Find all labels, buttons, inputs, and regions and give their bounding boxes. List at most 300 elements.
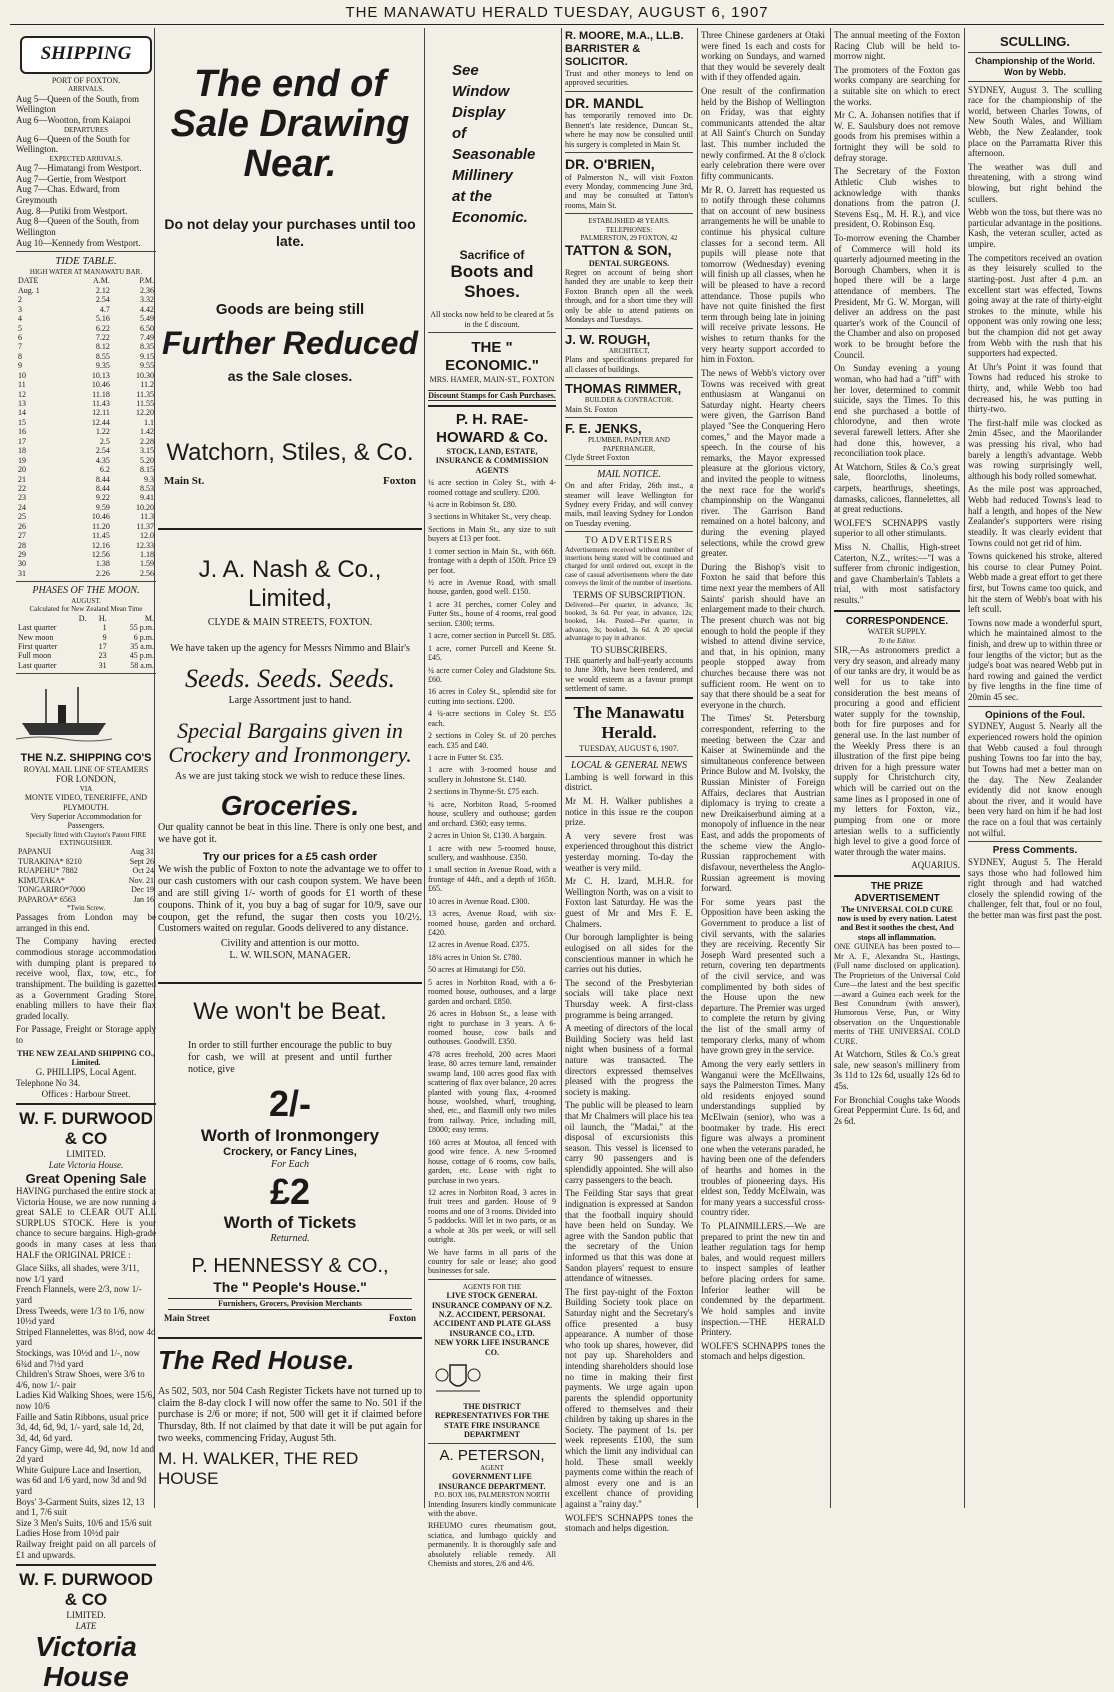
tide-row bbox=[16, 314, 156, 323]
tide-row bbox=[16, 531, 156, 540]
property-listing: 1 corner section in Main St., with 66ft. frontage with a depth of 150ft. Price £9 per foot. bbox=[428, 546, 556, 575]
tide-row bbox=[16, 427, 156, 436]
tide-cell: 29 bbox=[18, 550, 26, 560]
tide-cell: 8.44 bbox=[95, 474, 110, 484]
card-tel-line: PALMERSTON, 29 FOXTON, 42 bbox=[580, 233, 678, 242]
tide-cell: 12.44 bbox=[91, 417, 110, 427]
redhouse-title: The Red House. bbox=[158, 1345, 355, 1376]
property-listing: 2 sections in Thynne-St. £75 each. bbox=[428, 787, 539, 797]
property-listing: 12 acres in Avenue Road. £375. bbox=[428, 940, 530, 950]
property-listing: 160 acres at Moutoa, all fenced with good wire fence. A new 5-roomed house, cottage of 6 rooms, cow bails, garden, etc. Lease with right to purchase in two years. bbox=[428, 1137, 556, 1185]
list-item: Aug 8—Queen of the South, from Wellington bbox=[16, 216, 139, 237]
property-listing: ¼ acre section in Coley St., with 4-roomed cottage and scullery. £200. bbox=[428, 478, 556, 497]
tide-cell: 5.49 bbox=[140, 314, 154, 324]
news-column-3 bbox=[834, 30, 960, 606]
sale-item: Glace Silks, all shades, were 3/11, now 1/1 yard bbox=[16, 1263, 140, 1284]
tide-table bbox=[16, 276, 156, 578]
tide-cell: 11.45 bbox=[92, 531, 110, 541]
news-paragraph: For some years past the Opposition have been asking the Government to produce a list of civil servants, with the salaries they are receiving. Recently Sir Joseph Ward presented such a return, covering ten departments of the civil service, and was complimented by both sides of the House upon the new departure. The Premier was urged to complete the return by giving the list of the small army of temporary clerks, many of whom have grown grey in the service. bbox=[701, 896, 825, 1056]
hennessy-tickets: Worth of Tickets bbox=[223, 1213, 357, 1233]
nzsc-twin: *Twin Screw. bbox=[66, 904, 106, 912]
tide-cell: 12.33 bbox=[136, 540, 154, 550]
tide-cell: 16 bbox=[18, 427, 26, 437]
nash-agency: We have taken up the agency for Messrs Nimmo and Blair's bbox=[170, 642, 410, 654]
livestock-co1: LIVE STOCK GENERAL INSURANCE COMPANY OF N.Z. bbox=[431, 1291, 553, 1310]
raehoward-name: P. H. RAE-HOWARD & Co. bbox=[436, 411, 548, 447]
card-tatton-sub: DENTAL SURGEONS. bbox=[588, 258, 670, 268]
economic-sacrifice: Sacrifice of bbox=[459, 248, 525, 262]
tide-cell: 12.56 bbox=[91, 550, 110, 560]
nzsc-freight: For Passage, Freight or Storage apply to bbox=[16, 1024, 156, 1045]
moon-cell: First quarter bbox=[18, 641, 58, 651]
ship-name: PAPAROA* 6563 bbox=[18, 894, 76, 904]
govlife-rheumo: RHEUMO cures rheumatism gout, sciatica, and lumbago quickly and permanently. It is thoroughly safe and absolutely reliable remedy. All Chemists and stores, 2/6 and 4/6. bbox=[428, 1521, 556, 1569]
list-item: Aug. 8—Putiki from Westport. bbox=[16, 205, 128, 216]
moon-cell: 45 p.m. bbox=[129, 651, 154, 661]
nzsc-office: Offices : Harbour Street. bbox=[41, 1088, 131, 1099]
list-item: Aug 7—Himatangi from Westport. bbox=[16, 163, 142, 174]
hennessy-returned: Returned. bbox=[270, 1233, 310, 1245]
nzsc-sub2: FOR LONDON, bbox=[55, 774, 116, 785]
property-listing: 3 sections in Whitaker St., very cheap. bbox=[428, 512, 552, 522]
tide-cell: 10.20 bbox=[136, 502, 154, 512]
ship-date: Aug 31 bbox=[130, 847, 154, 857]
tide-cell: 11.37 bbox=[136, 521, 154, 531]
nash-assort: Large Assortment just to hand. bbox=[228, 695, 352, 707]
showcase-line: Millinery bbox=[452, 167, 513, 184]
tide-cell: 6.2 bbox=[99, 465, 110, 475]
sale-item: Boys' 3-Garment Suits, sizes 12, 13 and 1, 7/6 suit bbox=[16, 1496, 145, 1518]
tide-cell: 2.12 bbox=[95, 285, 110, 295]
tide-cell: 9.3 bbox=[144, 474, 154, 484]
property-listing: 12 acres in Norbiton Road, 3 acres in fruit trees and garden. House of 9 rooms and one of 3 rooms. Divided into 5 paddocks. Will let in two parts, or as a whole at 30s per week, or will sell outright. bbox=[428, 1187, 556, 1245]
news-paragraph: The news of Webb's victory over Towns was received with great enthusiasm at Wanganui on Saturday night. Hearty cheers were given, the Garrison Band played "See the Conquering Hero comes," and the Mayor made a speech. In the course of his remarks, the Mayor expressed pleasure at the glorious victory, and invited the people to witness the next race for the world's championship on the Wanganui river. The Garrison Band remained on a hotel balcony, and during the evening played selections, while the crowd grew greater. bbox=[701, 367, 825, 559]
nash-manager: L. W. WILSON, MANAGER. bbox=[229, 949, 351, 961]
ship-row bbox=[16, 895, 156, 904]
durwood-sale: Great Opening Sale bbox=[25, 1170, 147, 1186]
card-established: ESTABLISHED 48 YEARS. bbox=[588, 217, 670, 226]
tide-cell: 24 bbox=[18, 502, 26, 512]
moon-note: Calculated for New Zealand Mean Time bbox=[29, 605, 143, 614]
tide-cell: 8.15 bbox=[140, 465, 154, 475]
govlife-body: Intending Insurers kindly communicate with the above. bbox=[428, 1499, 556, 1519]
prize-body: ONE GUINEA has been posted to—Mr A. F., Alexandra St., Hastings, (Full name disclosed on application). The Proprietors of the Universal Cold Cure—the latest and the best specific—award a Guinea each week for the Best Conundrum (with answer), Humorous Verse, Pun, or Witty observation on the Unquestionable merits of THE UNIVERSAL COLD CURE. bbox=[834, 942, 960, 1046]
tide-cell: 9.41 bbox=[140, 493, 154, 503]
sport-paragraph: SYDNEY, August 3. The sculling race for the championship of the world, between Charles Towns, of New South Wales, and William Webb, the New Zealander, took place on the Parramatta River this afternoon. bbox=[968, 84, 1102, 159]
ship-date: Jan 16 bbox=[133, 894, 154, 904]
tide-cell: 14 bbox=[18, 408, 26, 418]
column-news-3 bbox=[830, 28, 964, 1508]
tide-row bbox=[16, 380, 156, 389]
tide-row bbox=[16, 333, 156, 342]
sport-paragraph: At Uhr's Point it was found that Towns had reduced his stroke to thirty, and, while Webb too had decreased his, he was putting in thirty-two. bbox=[968, 361, 1102, 415]
sport-body bbox=[968, 85, 1102, 703]
correspondence-body: SIR,—As astronomers predict a very dry season, and already many of our tanks are dry, it would be as well for us to take into consideration the best means of procuring a good and efficient water supply for the township, both for fire purposes and for general use. In the last number of the Weekly Press there is an illustration of the first pipe being driven for a high pressure water supply for Christchurch city, which will be carried out on the same lines as I proposed in one of my letters for Foxton, viz., pumping from one or more artesian wells to a sufficiently high level to give a good force of water through the water mains. bbox=[834, 645, 960, 857]
news-paragraph: The Secretary of the Foxton Athletic Club wishes to acknowledge with thanks donations from the patron (J. Stevens Esq., M. H. R.), and vice president, O. Robinson Esq. bbox=[834, 166, 960, 230]
subscribers-heading: TO SUBSCRIBERS. bbox=[590, 645, 668, 656]
tide-cell: 9.59 bbox=[95, 502, 110, 512]
property-listing: 4 ¼-acre sections in Coley St. £55 each. bbox=[428, 709, 556, 728]
moon-cell: 58 a.m. bbox=[130, 660, 154, 670]
economic-showcase bbox=[452, 60, 556, 228]
moon-cell: 55 p.m. bbox=[129, 623, 154, 633]
property-listing: 478 acres freehold, 200 acres Maori lease, 80 acres ternure land, remainder swamp land, 100 acres good flax with scattering of flax over balance, 20 acres planted with young flax, 4-roomed house, woolshed, wharf, troughing, shed, etc., and flaxmill only two miles from railway. Price, including mill, £8000; easy terms. bbox=[428, 1049, 556, 1135]
moon-header-row bbox=[16, 614, 156, 623]
govlife-po: P.O. BOX 186, PALMERSTON NORTH bbox=[434, 1491, 550, 1500]
list-item: Aug 7—Gertie, from Westport bbox=[16, 173, 127, 184]
herald-date: TUESDAY, AUGUST 6, 1907. bbox=[579, 743, 679, 753]
ship-name: TONGARIRO*7000 bbox=[18, 885, 85, 895]
tide-cell: 17 bbox=[18, 436, 26, 446]
card-rough: J. W. ROUGH, bbox=[565, 331, 651, 347]
news-paragraph: Among the very early settlers in Wanganui were the McEllwains, says the Palmerston Times. Many old residents enjoyed sound understandings supplied by McElwain (senior), who was a bootmaker by trade. His erect figure was always a prominent one when the veterans paraded, he having been one of the defenders of hearths and homes in the troubles of pioneering days. His eldest son, Teddy McElwain, was for many years a successful cross-country rider. bbox=[701, 1058, 825, 1218]
nzsc-agent: G. PHILLIPS, Local Agent. bbox=[35, 1067, 137, 1078]
tide-cell: 12.0 bbox=[140, 531, 154, 541]
press-heading: Press Comments. bbox=[992, 845, 1078, 857]
sport-paragraph: Towns quickened his stroke, altered his course to clear Putney Point. Webb made a great effort to get there first, but Towns came too quick, and hit the stern of Webb's boat with his left scull. bbox=[968, 551, 1102, 615]
tide-header-cell: P.M. bbox=[139, 276, 154, 286]
opinions-heading: Opinions of the Foul. bbox=[985, 709, 1085, 721]
tide-cell: 11.20 bbox=[92, 521, 110, 531]
tide-cell: 18 bbox=[18, 446, 26, 456]
tide-cell: 6 bbox=[18, 332, 22, 342]
tide-cell: 22 bbox=[18, 483, 26, 493]
tide-cell: 27 bbox=[18, 531, 26, 541]
tide-header-cell: A.M. bbox=[92, 276, 110, 286]
showcase-line: of bbox=[452, 125, 467, 142]
news-paragraph: WOLFE'S SCHNAPPS tones the stomach and helps digestion. bbox=[701, 1340, 825, 1362]
hennessy-two: 2/- bbox=[268, 1083, 311, 1125]
news-paragraph: The Times' St. Petersburg correspondent, referring to the meeting between the Czar and Kaiser at Swinemünde and the simultaneous conference between Prince Bulow and M. Ivolsky, the Russian Minister of Foreign Affairs, declares that Austrian diplomacy is trying to create a new Dreikaiserbund aiming at a monopoly of influence in the near East, and adds the propoments of the scheme view the Anglo-Russian rapprochement with disfavour, nevertheless the Anglo-Russian agreement is moving forward. bbox=[701, 713, 825, 894]
tide-cell: 9.35 bbox=[95, 361, 110, 371]
advertisers-heading: TO ADVERTISERS bbox=[584, 535, 674, 546]
port-heading: PORT OF FOXTON. bbox=[51, 76, 121, 85]
moon-cell: Last quarter bbox=[18, 660, 57, 670]
hennessy-worth: Worth of Ironmongery bbox=[200, 1125, 380, 1145]
sport-paragraph: As the mile post was approached, Webb had reduced Towns's lead to half a length, and hopes of the New Zealander's supporters were rising steadily. It was clearly evident that Towns could not get rid of him. bbox=[968, 484, 1102, 548]
tide-row bbox=[16, 475, 156, 484]
sale-item: White Guipure Lace and Insertion, was 6d and 1/6 yard, now 3d and 9d yard bbox=[16, 1464, 147, 1496]
tide-cell: 28 bbox=[18, 540, 26, 550]
correspondence-signature: AQUARIUS. bbox=[911, 860, 960, 871]
tide-row bbox=[16, 503, 156, 512]
tide-cell: 1.59 bbox=[140, 559, 154, 569]
tide-row bbox=[16, 456, 156, 465]
hennessy-pound: £2 bbox=[269, 1170, 311, 1212]
watchorn-closes: as the Sale closes. bbox=[227, 368, 353, 385]
redhouse-body: As 502, 503, nor 504 Cash Register Tickets have not turned up to claim the 8-day clock I will now offer the same to No. 501 if the purchase is 2/6 or more; if not, 500 will get it if claimed before Thursday, 8th. If not claimed by that date it will be put again for two weeks, commencing Friday, August 5th. bbox=[158, 1385, 422, 1445]
tide-cell: 6.50 bbox=[140, 323, 154, 333]
hennessy-title: We won't be Beat. bbox=[193, 997, 387, 1025]
nzsc-body: The Company having erected commodious storage accommodation with dumping plant is prepared to receive wool, flax, tow, etc., for transhipment. The building is gazetted as a Government Grading Store, enabling millers to have their flax graded locally. bbox=[16, 936, 156, 1021]
tide-row bbox=[16, 295, 156, 304]
tide-subtitle: HIGH WATER AT MANAWATU BAR. bbox=[29, 268, 143, 277]
property-listing: 13 acres, Avenue Road, with six-roomed house, garden and orchard. £420. bbox=[428, 909, 556, 937]
ship-row bbox=[16, 857, 156, 866]
news-paragraph: A very severe frost was experienced throughout this district yesterday morning. To-day the weather is very mild. bbox=[565, 830, 693, 873]
news-paragraph: WOLFE'S SCHNAPPS vastly superior to all other stimulants. bbox=[834, 517, 960, 539]
news-paragraph: The second of the Presbyterian socials will take place next Thursday week. A first-class programme is being arranged. bbox=[565, 977, 693, 1020]
tide-row bbox=[16, 569, 156, 578]
tide-cell: 10.30 bbox=[136, 370, 154, 380]
tide-cell: 9.22 bbox=[95, 493, 110, 503]
raehoward-sub: STOCK, LAND, ESTATE, INSURANCE & COMMISSION AGENTS bbox=[435, 446, 549, 475]
terms-body: Delivered—Per quarter, in advance, 3s; booked, 3s 6d. Per year, in advance, 12s; booked, 14s. Posted—Per quarter, in advance, 3s; booked, 3s 6d. A 20 special advantage to pay in advance. bbox=[565, 600, 693, 642]
watchorn-note: At Watchorn, Stiles & Co.'s great sale, new season's millinery from 3s 11d to 12s 6d, usually 12s 6d to 45s. bbox=[834, 1049, 960, 1091]
sale-item: Children's Straw Shoes, were 3/6 to 4/6, now 1/- pair bbox=[16, 1369, 145, 1390]
tide-cell: 8.35 bbox=[140, 342, 154, 352]
watchorn-town: Foxton bbox=[383, 475, 416, 488]
tide-row bbox=[16, 550, 156, 559]
tide-cell: 23 bbox=[18, 493, 26, 503]
nzsc-fitted: Specially fitted with Clayton's Patent FIRE EXTINGUISHER. bbox=[25, 830, 147, 848]
sport-sub: Championship of the World. bbox=[975, 56, 1095, 67]
tide-cell: Aug. 1 bbox=[18, 285, 40, 295]
expected-list bbox=[16, 163, 156, 248]
tide-row bbox=[16, 324, 156, 333]
prize-sub: The UNIVERSAL COLD CURE now is used by every nation. Latest and Best it soothes the chest, And stops all inflammation. bbox=[837, 904, 957, 942]
nzsc-phone: Telephone No 34. bbox=[16, 1078, 81, 1089]
tide-cell: 12.20 bbox=[136, 408, 154, 418]
sale-item: Size 3 Men's Suits, 10/6 and 15/6 suit bbox=[16, 1517, 152, 1528]
moon-table bbox=[16, 614, 156, 671]
tide-row bbox=[16, 437, 156, 446]
tide-row bbox=[16, 371, 156, 380]
tide-cell: 7.49 bbox=[140, 332, 154, 342]
tide-cell: 25 bbox=[18, 512, 26, 522]
property-listing: 1 acre in Futter St. £35. bbox=[428, 753, 504, 762]
column-shipping bbox=[12, 28, 160, 1692]
nash-name: J. A. Nash & Co., Limited, bbox=[198, 556, 382, 612]
durwood-rail: Railway freight paid on all parcels of £1 and upwards. bbox=[16, 1539, 156, 1560]
moon-cell: 1 bbox=[102, 623, 107, 633]
column-ads bbox=[154, 28, 426, 1508]
tide-cell: 11.35 bbox=[136, 389, 154, 399]
card-jenks-addr: Clyde Street Foxton bbox=[565, 452, 630, 462]
news-paragraph: At Watchorn, Stiles & Co.'s great sale, floorcloths, linoleums, carpets, hearthrugs, sheetings, damasks, calicoes, flannelettes, all at great reductions. bbox=[834, 461, 960, 515]
press-paragraph: SYDNEY, August 5. The Herald says those who had followed him right through and had watched closely the splendid rowing of the challenger, felt that, foul or no foul, the better man was first past the post. bbox=[968, 856, 1102, 921]
tide-cell: 4.7 bbox=[99, 304, 110, 314]
moon-cell: 17 bbox=[98, 641, 107, 651]
tide-cell: 12.16 bbox=[91, 540, 110, 550]
nzsc-ports: MONTE VIDEO, TENERIFFE, AND PLYMOUTH. bbox=[24, 793, 148, 812]
moon-header-cell: M. bbox=[144, 613, 154, 623]
tide-row bbox=[16, 399, 156, 408]
tide-cell: 4.42 bbox=[140, 304, 154, 314]
hennessy-each: For Each bbox=[270, 1158, 310, 1170]
tide-cell: 3.32 bbox=[140, 295, 154, 305]
ship-row bbox=[16, 885, 156, 894]
tide-row bbox=[16, 408, 156, 417]
tide-cell: 1.38 bbox=[95, 559, 110, 569]
moon-cell: 23 bbox=[98, 651, 107, 661]
sale-item: Dress Tweeds, were 1/3 to 1/6, now 10½d yard bbox=[16, 1305, 145, 1327]
tide-cell: 11.55 bbox=[136, 399, 154, 409]
sport-paragraph: Towns now made a wonderful spurt, which he maintained almost to the finish, and drew up to within three or four lengths of the victor; but as the judge's boat was neared Webb put in hard rowing and gained the verdict by five lengths in the fine time of 20min 45 sec. bbox=[968, 617, 1102, 703]
tide-cell: 26 bbox=[18, 521, 26, 531]
govlife-dept: GOVERNMENT LIFE INSURANCE DEPARTMENT. bbox=[438, 1472, 546, 1491]
card-rimmer: THOMAS RIMMER, bbox=[565, 381, 682, 397]
watchorn-further: Further Reduced bbox=[161, 324, 419, 361]
news-paragraph: Three Chinese gardeners at Otaki were fined 1s each and costs for working on Sundays, and warned that they would be severely dealt with if they offended again. bbox=[701, 30, 825, 83]
sale-item: French Flannels, were 2/3, now 1/- yard bbox=[16, 1284, 142, 1305]
nash-stock: As we are just taking stock we wish to reduce these lines. bbox=[175, 770, 405, 782]
ship-name: KIMUTAKA* bbox=[18, 875, 65, 885]
moon-cell: New moon bbox=[18, 632, 54, 642]
showcase-line: at the bbox=[452, 188, 493, 205]
property-listing: We have farms in all parts of the country for sale or lease; also good businesses for sale. bbox=[428, 1247, 556, 1276]
durwood-items bbox=[16, 1263, 156, 1539]
tide-row bbox=[16, 342, 156, 351]
raehoward-listings bbox=[428, 478, 556, 1276]
sport-paragraph: The weather was dull and threatening, with a strong wind blowing, but right behind the scullers. bbox=[968, 161, 1102, 204]
nzsc-sub1: ROYAL MAIL LINE OF STEAMERS bbox=[23, 764, 149, 774]
sale-item: Faille and Satin Ribbons, usual price 3d, 4d, 6d, 9d, 1/- yard, sale 1d, 2d, 3d, 4d, 6d yard. bbox=[16, 1411, 149, 1443]
tide-cell: 1.42 bbox=[140, 427, 154, 437]
sport-won: Won by Webb. bbox=[1004, 66, 1066, 77]
correspondence-to: To the Editor. bbox=[878, 636, 916, 645]
press-body bbox=[968, 857, 1102, 921]
property-listing: 2 sections in Coley St. of 20 perches each. £35 and £40. bbox=[428, 731, 556, 750]
tide-cell: 10.13 bbox=[91, 370, 110, 380]
tide-cell: 8.53 bbox=[140, 483, 154, 493]
correspondence-heading: CORRESPONDENCE. bbox=[845, 615, 949, 627]
nash-groceries: Groceries. bbox=[220, 789, 360, 821]
watchorn-goods: Goods are being still bbox=[215, 301, 365, 319]
departures-heading: DEPARTURES bbox=[63, 125, 109, 134]
sale-item: Striped Flannelettes, was 8½d, now 4d yard bbox=[16, 1326, 156, 1348]
nash-addr: CLYDE & MAIN STREETS, FOXTON. bbox=[207, 616, 373, 628]
nzsc-title: THE N.Z. SHIPPING CO'S bbox=[20, 751, 152, 764]
tide-cell: 8 bbox=[18, 351, 22, 361]
news-paragraph: Mr C. H. Izard, M.H.R. for Wellington North, was on a visit to Foxton last Saturday. He was the guest of Mr and Mrs F. E. Chalmers. bbox=[565, 876, 693, 929]
nash-civility: Civility and attention is our motto. bbox=[220, 938, 360, 950]
news-paragraph: To-morrow evening the Chamber of Commerce will hold its quarterly adjourned meeting in the Borough Chambers, when it is hoped there will be a large attendance of members. The President, Mr G. W. Morgan, will deliver an address on the past quarter's work of the Council of the Chamber and also on proposed work to be brought before the Council. bbox=[834, 232, 960, 360]
sport-paragraph: The first-half mile was clocked as 2min 45sec, and the Maorilander was pressing his rival, who had barely a length's advantage. Webb was rowing surprisingly well, although his body rolled somewhat. bbox=[968, 417, 1102, 481]
tide-row bbox=[16, 522, 156, 531]
property-listing: 2 acres in Union St. £130. A bargain. bbox=[428, 831, 547, 841]
prize-heading: THE PRIZE ADVERTISEMENT bbox=[854, 880, 940, 904]
moon-row bbox=[16, 651, 156, 660]
tide-cell: 1.22 bbox=[95, 427, 110, 437]
card-mandl: DR. MANDL bbox=[565, 94, 644, 111]
local-news-body bbox=[565, 772, 693, 1534]
masthead-rule bbox=[10, 24, 1104, 25]
card-jenks-sub: PLUMBER, PAINTER AND PAPERHANGER, bbox=[587, 436, 670, 453]
card-moore: R. MOORE, M.A., LL.B. BARRISTER & SOLICITOR. bbox=[565, 30, 684, 68]
tide-title: TIDE TABLE. bbox=[55, 255, 117, 268]
nash-seeds: Seeds. Seeds. Seeds. bbox=[184, 664, 396, 694]
property-listing: 16 acres in Coley St., splendid site for cutting into sections. £200. bbox=[428, 687, 556, 706]
showcase-line: Economic. bbox=[452, 209, 528, 226]
durwood-name: W. F. DURWOOD & CO bbox=[19, 1109, 153, 1149]
economic-boots: Boots and Shoes. bbox=[450, 262, 534, 302]
mail-notice-heading: MAIL NOTICE. bbox=[597, 469, 661, 481]
list-item: Aug 5—Queen of the South, from Wellington bbox=[16, 93, 139, 115]
sale-item: Ladies Kid Walking Shoes, were 15/6, now 10/6 bbox=[16, 1390, 155, 1412]
tide-row bbox=[16, 559, 156, 568]
correspondence-sub: WATER SUPPLY. bbox=[867, 627, 927, 637]
tide-cell: 2.56 bbox=[140, 568, 154, 578]
property-listing: ¼ acre, Norbiton Road, 5-roomed house, scullery and outhouse; garden and orchard. £360; easy terms. bbox=[428, 799, 556, 828]
tide-cell: 2.36 bbox=[140, 285, 154, 295]
tide-cell: 11.43 bbox=[92, 399, 110, 409]
tide-cell: 5.20 bbox=[140, 455, 154, 465]
hennessy-street: Main Street bbox=[164, 1312, 210, 1323]
card-moore-body: Trust and other moneys to lend on approved securities. bbox=[565, 68, 693, 88]
news-paragraph: The Feilding Star says that great indignation is expressed at Sandon that the football inquiry should have been held on Sunday. We agree with the Sandon public that the secretary of the Union informed us that this was done at Sandon players' request to ensure attendance of witnesses. bbox=[565, 1188, 693, 1284]
column-economic bbox=[424, 28, 560, 1569]
sale-item: Fancy Gimp, were 4d, 9d, now 1d and 2d yard bbox=[16, 1443, 154, 1465]
ship-name: RUAPEHU* 7882 bbox=[18, 866, 78, 876]
watchorn-street: Main St. bbox=[164, 475, 205, 488]
property-listing: ¼ acre corner Coley and Gladstone Sts. £60. bbox=[428, 665, 556, 684]
news-column-2 bbox=[701, 30, 825, 1362]
showcase-line: Window bbox=[452, 83, 510, 100]
tide-cell: 5 bbox=[18, 323, 22, 333]
hennessy-town: Foxton bbox=[389, 1312, 416, 1323]
tide-cell: 3.15 bbox=[140, 446, 154, 456]
victoria-firm: W. F. DURWOOD & CO bbox=[19, 1570, 153, 1610]
ship-date: Nov. 21 bbox=[128, 875, 154, 885]
watchorn-firm: Watchorn, Stiles, & Co. bbox=[166, 438, 414, 466]
moon-title: PHASES OF THE MOON. bbox=[32, 585, 140, 597]
tide-cell: 20 bbox=[18, 465, 26, 475]
page-masthead: THE MANAWATU HERALD TUESDAY, AUGUST 6, 1907 bbox=[345, 4, 769, 21]
sale-item: Stockings, was 10½d and 1/-, now 6¾d and 7½d yard bbox=[16, 1348, 140, 1369]
property-listing: 18¼ acres in Union St. £780. bbox=[428, 952, 522, 962]
govlife-agent: AGENT bbox=[480, 1464, 504, 1473]
bronchial-note: For Bronchial Coughs take Woods Great Peppermint Cure. 1s 6d, and 2s 6d. bbox=[834, 1094, 960, 1126]
tide-cell: 2.54 bbox=[95, 446, 110, 456]
durwood-limited: LIMITED. bbox=[66, 1149, 106, 1160]
card-tatton-body: Regret on account of being short handed they are unable to keep their Foxton Branch open all the week through, and for a short time they will only be able to attend patients on Mondays and Tuesdays. bbox=[565, 268, 693, 325]
card-rough-sub: ARCHITECT, bbox=[608, 346, 650, 355]
news-paragraph: The public will be pleased to learn that Mr Chalmers will place his tea oil launch, the "Madai," at the disposal of excursionists this season. This vessel is licensed to carry 90 passengers and is splendidly appointed. She will also carry passengers to the beach. bbox=[565, 1100, 693, 1185]
property-listing: 1 acre, corner Purcell and Keene St. £45. bbox=[428, 643, 556, 663]
victoria-house: Victoria House bbox=[35, 1630, 137, 1692]
news-paragraph: On Sunday evening a young woman, who had had a "tiff" with her lover, determined to commit suicide, says the Times. To this end she purchased a bottle of chlorodyne, and then wrote several farewell letters. After she had done this, however, a reconciliation took place. bbox=[834, 363, 960, 459]
card-rimmer-addr: Main St. Foxton bbox=[565, 404, 618, 414]
news-paragraph: Our borough lamplighter is being eulogised on all sides for the conscientious manner in which he carries out his duties. bbox=[565, 932, 693, 975]
property-listing: 5 acres in Norbiton Road, with a 6-roomed house, outhouses, and a large garden and orchard. £850. bbox=[428, 977, 556, 1006]
opinion-paragraph: SYDNEY, August 5. Nearly all the experienced rowers hold the opinion that Webb caused a foul through pushing Towns too far into the bay, but Towns had met a better man on the day. The New Zealander evidently did not know enough about the river, and it would have been very hard on him if he had lost the race on a foul that was certainly not wilful. bbox=[968, 721, 1102, 838]
nash-quality: Our quality cannot be beat in this line. There is only one best, and we have got it. bbox=[158, 821, 422, 845]
news-paragraph: Mr M. H. Walker publishes a notice in this issue re the coupon prize. bbox=[565, 795, 693, 828]
list-item: Aug 7—Chas. Edward, from Greymouth bbox=[16, 184, 120, 206]
hennessy-location bbox=[158, 1313, 422, 1324]
opinions-body bbox=[968, 721, 1102, 838]
moon-cell: 6 p.m. bbox=[133, 632, 154, 642]
sport-heading: SCULLING. bbox=[999, 34, 1071, 49]
tide-cell: 8.12 bbox=[95, 342, 110, 352]
watchorn-title: The end of Sale Drawing Near. bbox=[170, 63, 410, 185]
tide-row bbox=[16, 541, 156, 550]
economic-owner: MRS. HAMER, MAIN-ST., FOXTON bbox=[429, 374, 555, 384]
card-obrien: DR. O'BRIEN, bbox=[565, 156, 655, 173]
tide-row bbox=[16, 390, 156, 399]
durwood-body: HAVING purchased the entire stock at Victoria House, we are now running a great SALE to CLEAR OUT ALL SURPLUS STOCK. Here is your chance to secure bargains. High-grade goods in many cases at less than HALF the ORIGINAL PRICE : bbox=[16, 1185, 156, 1260]
tide-cell: 8.55 bbox=[95, 351, 110, 361]
livestock-co2: N.Z. ACCIDENT, PERSONAL ACCIDENT AND PLATE GLASS INSURANCE CO., LTD. bbox=[433, 1310, 551, 1338]
tide-cell: 12 bbox=[18, 389, 26, 399]
list-item: Aug 6—Queen of the South for Wellington. bbox=[16, 133, 130, 155]
tide-cell: 1.18 bbox=[140, 550, 154, 560]
moon-row bbox=[16, 642, 156, 651]
tide-cell: 1.1 bbox=[144, 417, 154, 427]
tide-header-cell: DATE bbox=[18, 276, 39, 286]
property-listing: 50 acres at Himatangi for £50. bbox=[428, 965, 526, 975]
